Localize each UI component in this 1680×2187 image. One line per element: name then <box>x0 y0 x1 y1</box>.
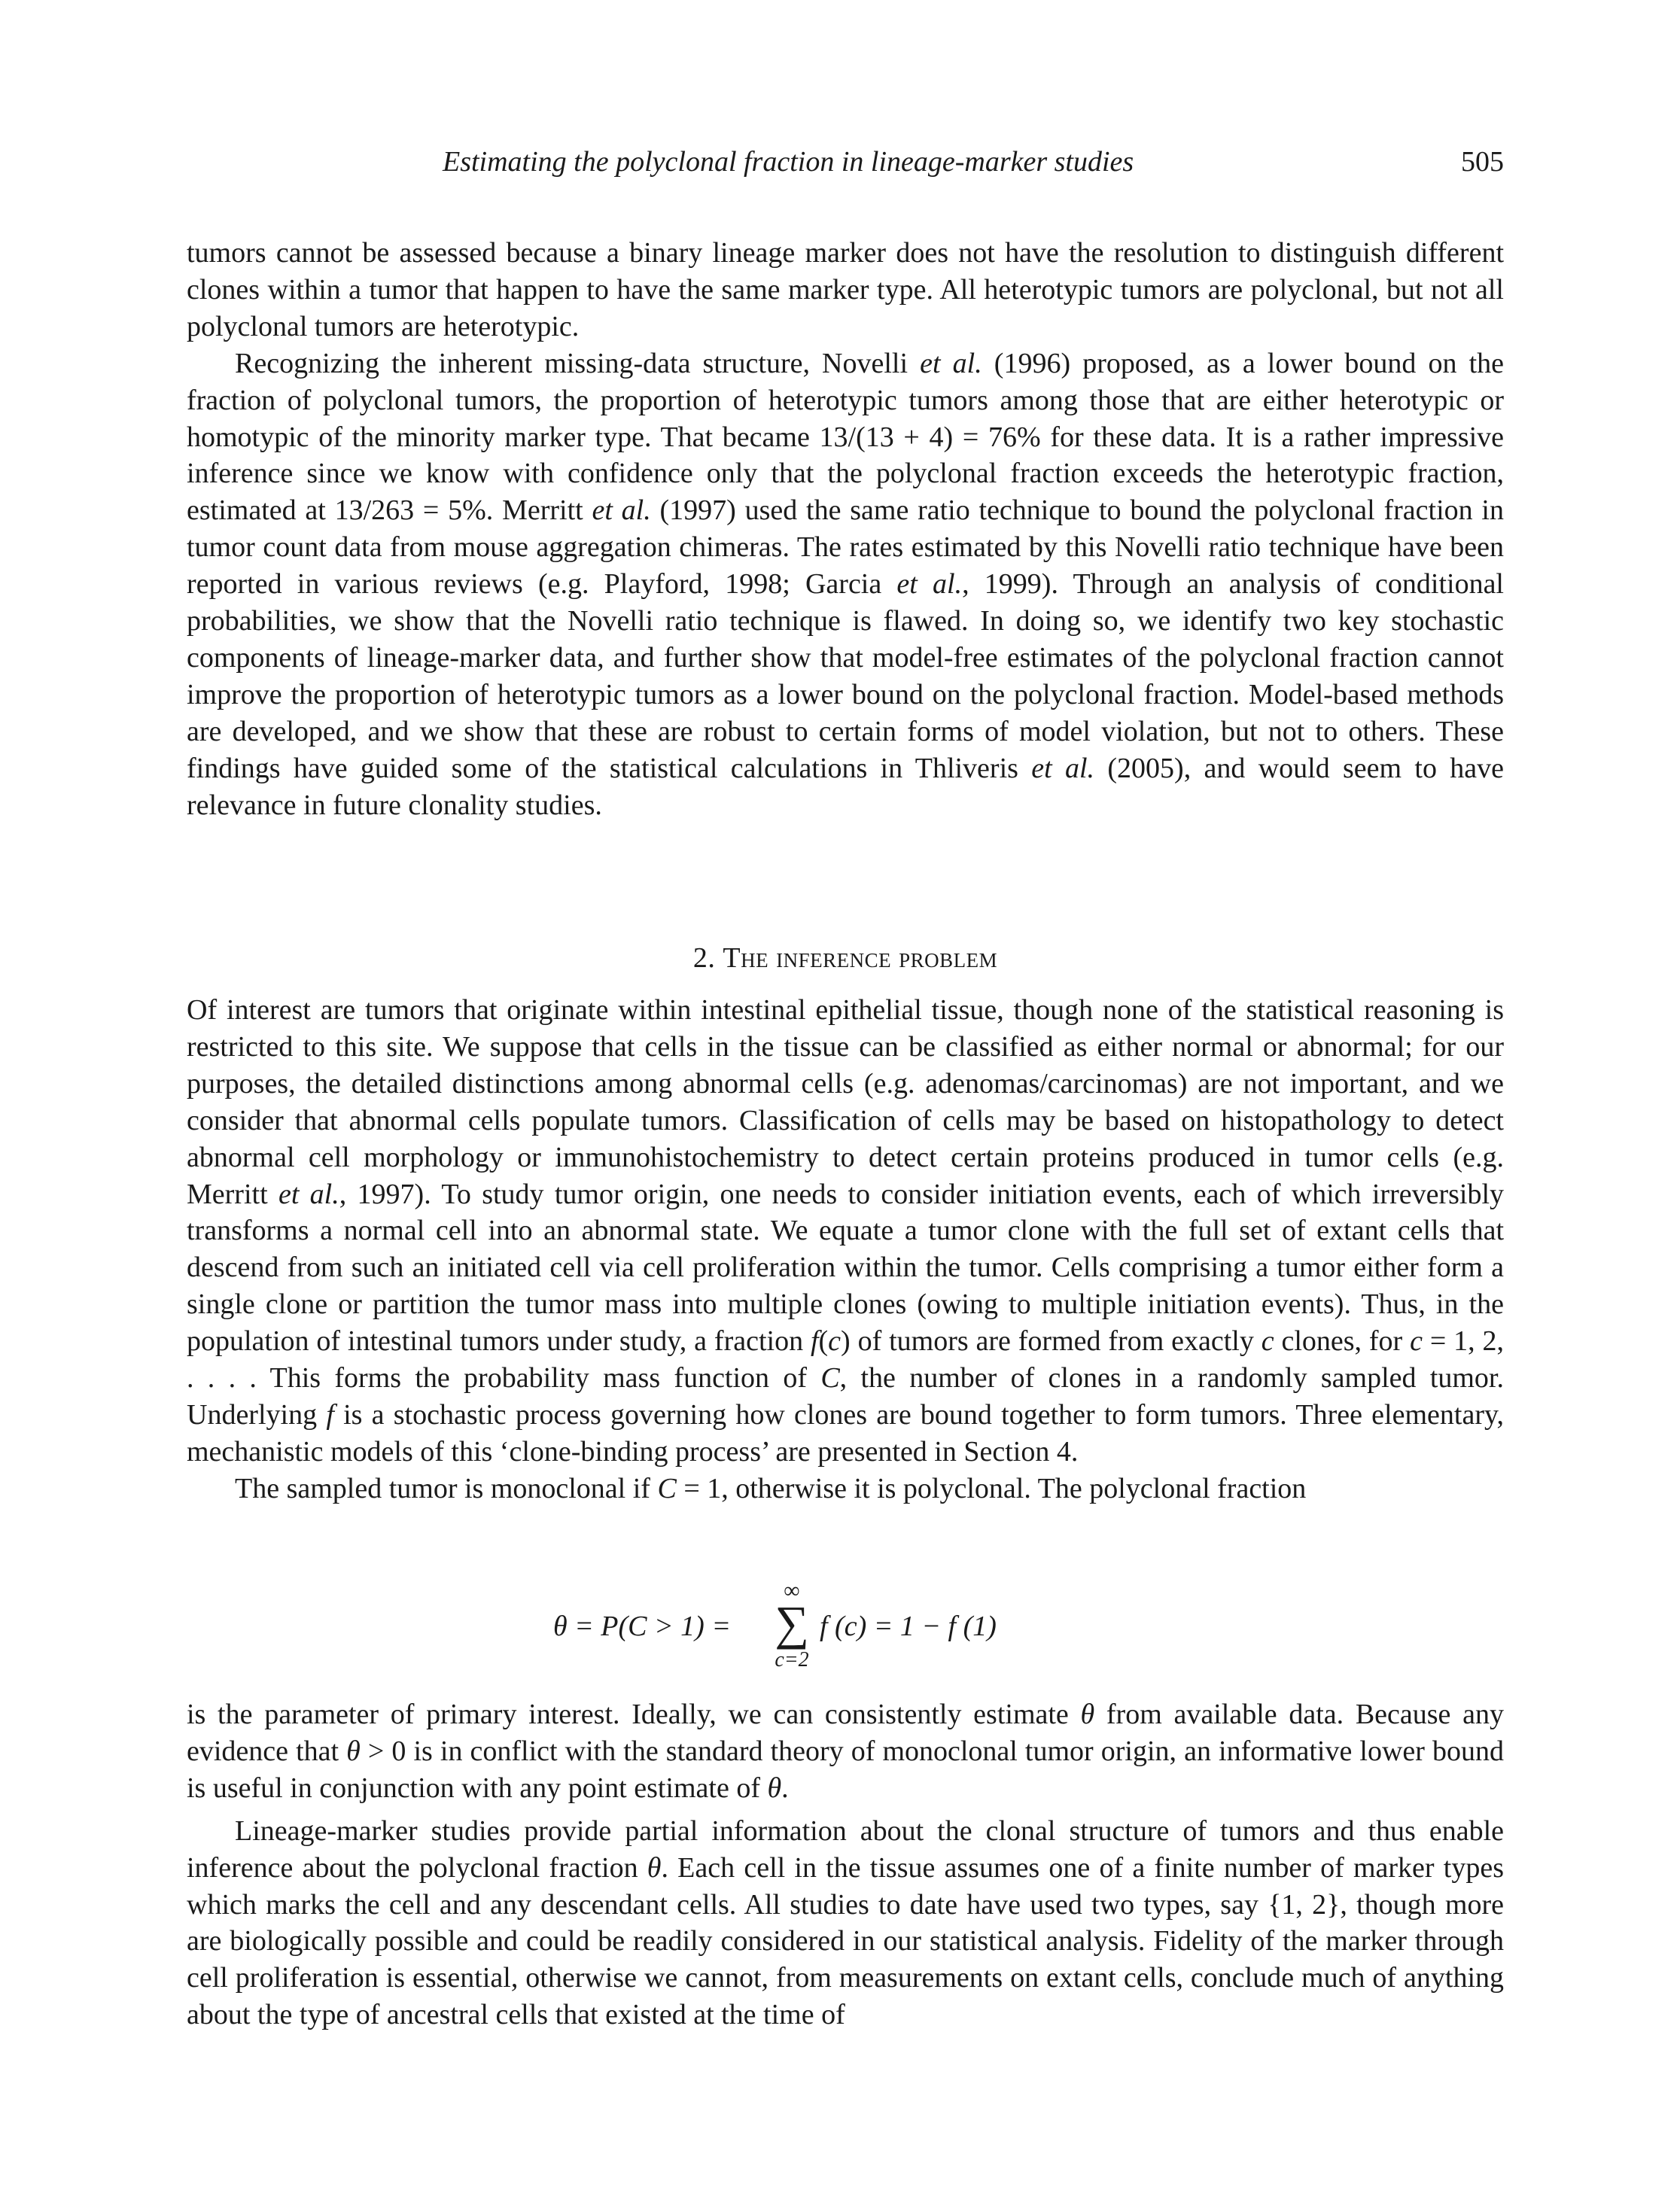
section-2-paragraph-2: The sampled tumor is monoclonal if C = 1, otherwise it is polyclonal. The polyclonal fraction <box>235 1472 1307 1504</box>
intro-paragraph-2: Recognizing the inherent missing-data structure, Novelli et al. (1996) proposed, as a lower bound on the fraction of polyclonal tumors, the proportion of heterotypic tumors among those that are either heterotypic or homotypic of the minority marker type. That became 13/(13 + 4) = 76% for these data. It is a rather impressive inference since we know with confidence only that the polyclonal fraction exceeds the heterotypic fraction, estimated at 13/263 = 5%. Merritt et al. (1997) used the same ratio technique to bound the polyclonal fraction in tumor count data from mouse aggregation chimeras. The rates estimated by this Novelli ratio technique have been reported in various reviews (e.g. Playford, 1998; Garcia et al., 1999). Through an analysis of conditional probabilities, we show that the Novelli ratio technique is flawed. In doing so, we identify two key stochastic components of lineage-marker data, and further show that model-free estimates of the polyclonal fraction cannot improve the proportion of heterotypic tumors as a lower bound on the polyclonal fraction. Model-based methods are developed, and we show that these are robust to certain forms of model violation, but not to others. These findings have guided some of the statistical calculations in Thliveris et al. (2005), and would seem to have relevance in future clonality studies. <box>187 347 1505 821</box>
equation-rhs: f (c) = 1 − f (1) <box>820 1611 997 1642</box>
section-2-paragraph-4: Lineage-marker studies provide partial information about the clonal structure of tumors and thus enable inference about the polyclonal fraction θ. Each cell in the tissue assumes one of a finite number of marker types which marks the cell and any descendant cells. All studies to date have used two types, say {1, 2}, though more are biologically possible and could be readily considered in our statistical analysis. Fidelity of the marker through cell proliferation is essential, otherwise we cannot, from measurements on extant cells, conclude much of anything about the type of ancestral cells that existed at the time of <box>187 1814 1505 2031</box>
section-title: The inference problem <box>723 942 998 974</box>
polyclonal-fraction-equation <box>187 1577 1504 1675</box>
summation-lower-limit: c=2 <box>775 1648 809 1671</box>
summation-upper-limit: ∞ <box>784 1578 800 1603</box>
section-2-text-top <box>187 992 1504 1507</box>
page-number: 505 <box>1461 146 1504 178</box>
section-2-text-bottom <box>187 1696 1504 2033</box>
equation-lhs: θ = P(C > 1) = <box>553 1611 731 1642</box>
summation-sign: ∑ <box>775 1596 809 1650</box>
section-2-paragraph-1: Of interest are tumors that originate within intestinal epithelial tissue, though none of the statistical reasoning is restricted to this site. We suppose that cells in the tissue can be classified as either normal or abnormal; for our purposes, the detailed distinctions among abnormal cells (e.g. adenomas/carcinomas) are not important, and we consider that abnormal cells populate tumors. Classification of cells may be based on histopathology to detect abnormal cell morphology or immunohistochemistry to detect certain proteins produced in tumor cells (e.g. Merritt et al., 1997). To study tumor origin, one needs to consider initiation events, each of which irreversibly transforms a normal cell into an abnormal state. We equate a tumor clone with the full set of extant cells that descend from such an initiated cell via cell proliferation within the tumor. Cells comprising a tumor either form a single clone or partition the tumor mass into multiple clones (owing to multiple initiation events). Thus, in the population of intestinal tumors under study, a fraction f(c) of tumors are formed from exactly c clones, for c = 1, 2, . . . . This forms the probability mass function of C, the number of clones in a randomly sampled tumor. Underlying f is a stochastic process governing how clones are bound together to form tumors. Three elementary, mechanistic models of this ‘clone-binding process’ are presented in Section 4. <box>187 994 1505 1468</box>
summation <box>767 1577 817 1675</box>
section-heading <box>187 939 1504 977</box>
running-title: Estimating the polyclonal fraction in lineage-marker studies <box>443 146 1134 178</box>
section-2-paragraph-3: is the parameter of primary interest. Ideally, we can consistently estimate θ from available data. Because any evidence that θ > 0 is in conflict with the standard theory of monoclonal tumor origin, an informative lower bound is useful in conjunction with any point estimate of θ. <box>187 1699 1505 1804</box>
page-header <box>187 143 1504 181</box>
intro-text <box>187 235 1504 824</box>
intro-paragraph-1: tumors cannot be assessed because a binary lineage marker does not have the resolution to distinguish different clones within a tumor that happen to have the same marker type. All heterotypic tumors are polyclonal, but not all polyclonal tumors are heterotypic. <box>187 237 1504 342</box>
section-number: 2. <box>692 942 716 974</box>
